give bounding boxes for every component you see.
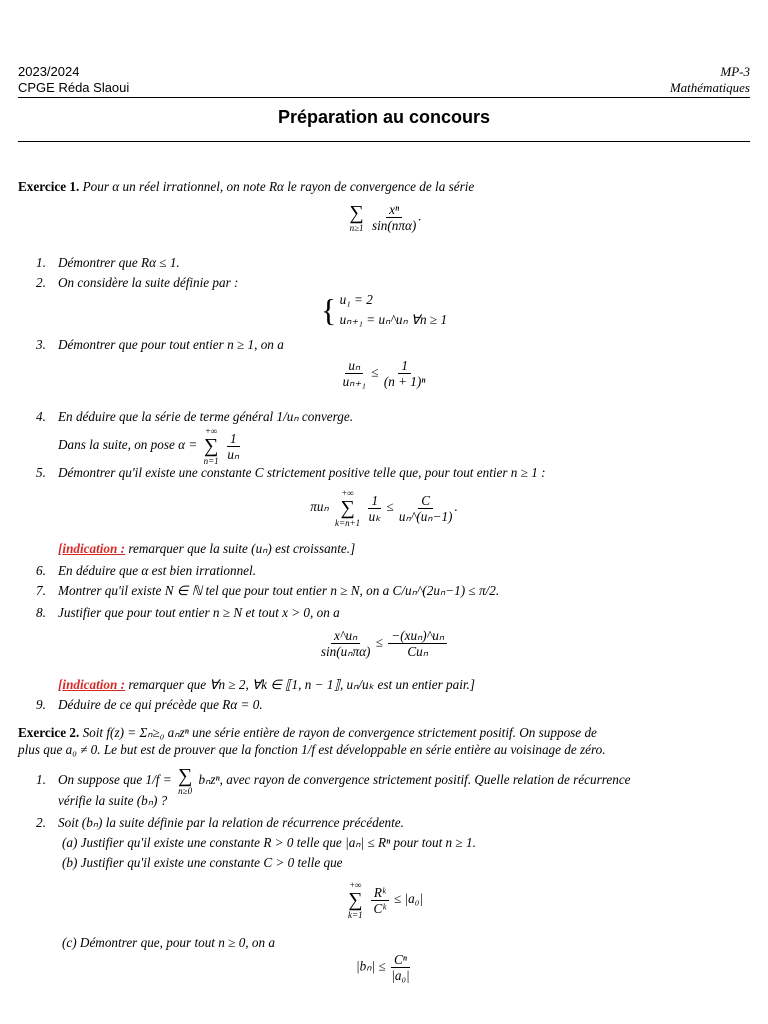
ex1-label: Exercice 1. <box>18 179 80 194</box>
ex1-series-eq: ∑ n≥1 $\frac{\text{xⁿ}}{\text{sin(nπα)}}$ . <box>349 201 422 233</box>
title-rule <box>18 141 750 142</box>
ex1-item-3: 3. Démontrer que pour tout entier n ≥ 1, on a <box>36 337 284 352</box>
ex1-item3-eq: $\frac{\text{uₙ}}{\text{uₙ₊₁}}$ ≤ $\frac{1}{\text{(n + 1)ⁿ}}$ <box>342 358 426 389</box>
ex1-item8-eq: $\frac{\text{x\textasciicircum{}uₙ}}{\text{sin(uₙπα)}}$ ≤ $\frac{\text{−(xuₙ)\textasciicircum{}uₙ}}{\text{Cuₙ}}$ <box>18 628 750 659</box>
ex2-sub-c: (c) Démontrer que, pour tout n ≥ 0, on a <box>62 935 275 950</box>
ex1-item-5: 5. Démontrer qu'il existe une constante C strictement positive telle que, pour tout entier n ≥ 1 : <box>36 465 546 480</box>
class-name: MP-3 <box>720 64 750 79</box>
system-line-2: uₙ₊₁ = uₙ^uₙ ∀n ≥ 1 <box>339 312 448 327</box>
ex2-sub-a: (a) Justifier qu'il existe une constante R > 0 telle que |aₙ| ≤ Rⁿ pour tout n ≥ 1. <box>62 835 476 850</box>
indication-label: indication : <box>62 677 126 692</box>
ex1-item-4: 4. En déduire que la série de terme général 1/uₙ converge. <box>36 409 354 424</box>
header-rule <box>18 97 750 98</box>
ex1-item-1: 1. Démontrer que Rα ≤ 1. <box>36 255 180 270</box>
ex2-intro: Exercice 2. Soit f(z) = Σₙ≥₀ aₙzⁿ une série entière de rayon de convergence strictement positif. On suppose de <box>18 725 597 740</box>
subject-name: Mathématiques <box>669 80 750 95</box>
ex1-intro-text: Pour α un réel irrationnel, on note Rα le rayon de convergence de la série <box>82 179 475 194</box>
ex1-item5-indication: [indication : remarquer que la suite (uₙ) est croissante.] <box>58 541 356 556</box>
header-left <box>18 64 129 96</box>
school-year: 2023/2024 <box>18 64 80 79</box>
ex2-sub-b-eq: +∞ ∑ k=1 $\frac{\text{Rᵏ}}{\text{Cᵏ}}$ ≤ |a₀| <box>348 880 423 920</box>
indication-label: indication : <box>62 541 126 556</box>
ex1-item8-indication: [indication : remarquer que ∀n ≥ 2, ∀k ∈ ⟦1, n − 1⟧, uₙ/uₖ est un entier pair.] <box>58 677 475 692</box>
ex2-intro-cont: plus que a₀ ≠ 0. Le but est de prouver que la fonction 1/f est développable en série entière au voisinage de zéro. <box>18 742 606 757</box>
page-title: Préparation au concours <box>277 107 491 127</box>
ex1-series-frac: $\frac{\text{xⁿ}}{\text{sin(nπα)}}$ <box>371 202 417 233</box>
system-line-1: u₁ = 2 <box>339 292 373 307</box>
ex1-item-2: 2. On considère la suite définie par : <box>36 275 239 290</box>
ex1-intro <box>18 178 750 195</box>
ex2-sub-c-eq: |bₙ| ≤ $\frac{\text{Cⁿ}}{\text{|a₀|}}$ <box>356 952 410 983</box>
ex1-item-6: 6. En déduire que α est bien irrationnel. <box>36 563 256 578</box>
header-right <box>670 64 750 96</box>
ex1-item-8: 8. Justifier que pour tout entier n ≥ N et tout x > 0, on a <box>36 605 340 620</box>
ex2-label: Exercice 2. <box>18 725 80 740</box>
ex1-recurrence-system: { u₁ = 2 uₙ₊₁ = uₙ^uₙ ∀n ≥ 1 <box>320 292 448 328</box>
ex1-item-9: 9. Déduire de ce qui précède que Rα = 0. <box>36 697 263 712</box>
ex2-item1-cont: vérifie la suite (bₙ) ? <box>58 793 168 808</box>
ex2-sub-b: (b) Justifier qu'il existe une constante C > 0 telle que <box>62 855 343 870</box>
ex2-item-1: 1. On suppose que 1/f = ∑ n≥0 bₙzⁿ, avec rayon de convergence strictement positif. Quelle relation de récurrence <box>36 765 631 796</box>
ex1-sum: ∑ n≥1 <box>349 201 364 233</box>
ex1-item-7: 7. Montrer qu'il existe N ∈ ℕ tel que pour tout entier n ≥ N, on a C/uₙ^(2uₙ−1) ≤ π/2. <box>36 583 500 598</box>
ex2-item-2: 2. Soit (bₙ) la suite définie par la relation de récurrence précédente. <box>36 815 404 830</box>
ex1-item4-alpha-def: Dans la suite, on pose α = +∞ ∑ n=1 $\frac{1}{\text{uₙ}}$ <box>58 426 240 466</box>
ex1-item5-eq: πuₙ +∞ ∑ k=n+1 $\frac{1}{\text{uₖ}}$ ≤ $\frac{C}{\text{uₙ\textasciicircum{}(uₙ−1)}}$ . <box>310 488 458 528</box>
school-name: CPGE Réda Slaoui <box>18 80 130 95</box>
